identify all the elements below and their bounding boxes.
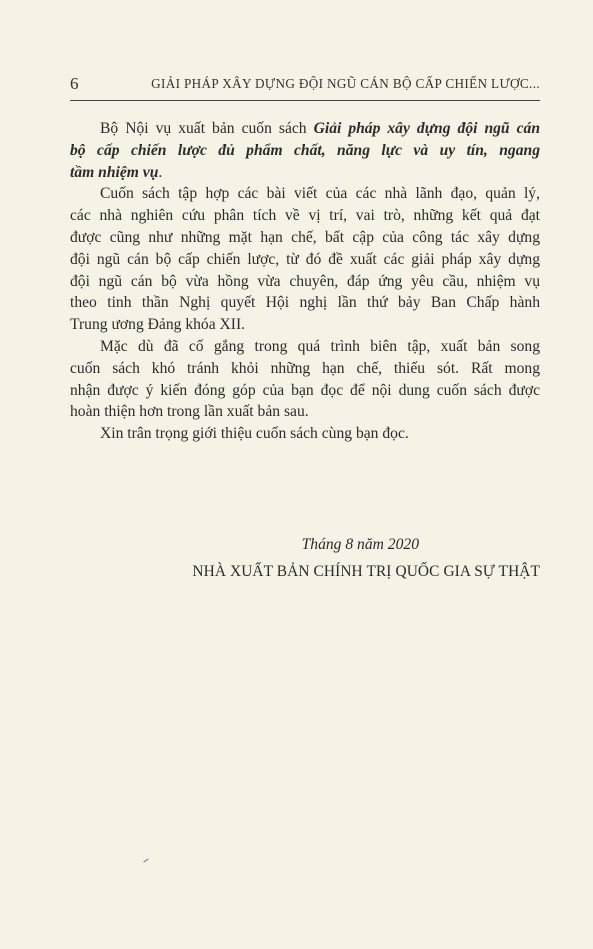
text-line: Mặc dù đã cố gắng trong quá trình biên tập, xuất bản song (100, 337, 540, 355)
page-header (70, 72, 540, 96)
header-rule (70, 100, 540, 101)
paragraph-content (70, 183, 540, 336)
paragraph-apology (70, 336, 540, 423)
text-span: Bộ Nội vụ xuất bản cuốn sách (100, 120, 314, 137)
paper-speck (143, 858, 148, 862)
text-line: các nhà nghiên cứu phân tích về vị trí, vai trò, những kết quả đạt (70, 207, 540, 225)
text-line (70, 162, 540, 184)
text-line: Cuốn sách tập hợp các bài viết của các nhà lãnh đạo, quản lý, (100, 185, 540, 203)
text-line (70, 118, 540, 140)
book-title-text: bộ cấp chiến lược đủ phẩm chất, năng lực và uy tín, ngang (70, 141, 540, 159)
text-line: hoàn thiện hơn trong lần xuất bản sau. (70, 403, 309, 421)
text-line: Xin trân trọng giới thiệu cuốn sách cùng bạn đọc. (100, 425, 409, 443)
text-line: nhận được ý kiến đóng góp của bạn đọc để nội dung cuốn sách được (70, 381, 540, 399)
text-line: theo tinh thần Nghị quyết Hội nghị lần thứ bảy Ban Chấp hành (70, 294, 540, 312)
page-number: 6 (70, 74, 79, 93)
body-text (70, 118, 540, 445)
book-title-text: Giải pháp xây dựng đội ngũ cán (313, 120, 540, 137)
text-line: Trung ương Đảng khóa XII. (70, 316, 246, 334)
text-line: được cũng như những mặt hạn chế, bất cập của công tác xây dựng (70, 228, 540, 246)
text-line: đội ngũ cán bộ vừa hồng vừa chuyên, đáp ứng yêu cầu, nhiệm vụ (70, 272, 540, 290)
running-title: GIẢI PHÁP XÂY DỰNG ĐỘI NGŨ CÁN BỘ CẤP CHIẾN LƯỢC... (151, 76, 540, 91)
paragraph-intro (70, 118, 540, 183)
text-span: . (158, 163, 163, 181)
signature-date: Tháng 8 năm 2020 (301, 536, 419, 553)
paragraph-closing (70, 423, 540, 445)
text-line: đội ngũ cán bộ cấp chiến lược, từ đó đề xuất các giải pháp xây dựng (70, 250, 540, 268)
signature-publisher: NHÀ XUẤT BẢN CHÍNH TRỊ QUỐC GIA SỰ THẬT (192, 563, 540, 580)
book-title-text: tầm nhiệm vụ (70, 163, 159, 181)
text-line: cuốn sách khó tránh khỏi những hạn chế, thiếu sót. Rất mong (70, 359, 540, 377)
